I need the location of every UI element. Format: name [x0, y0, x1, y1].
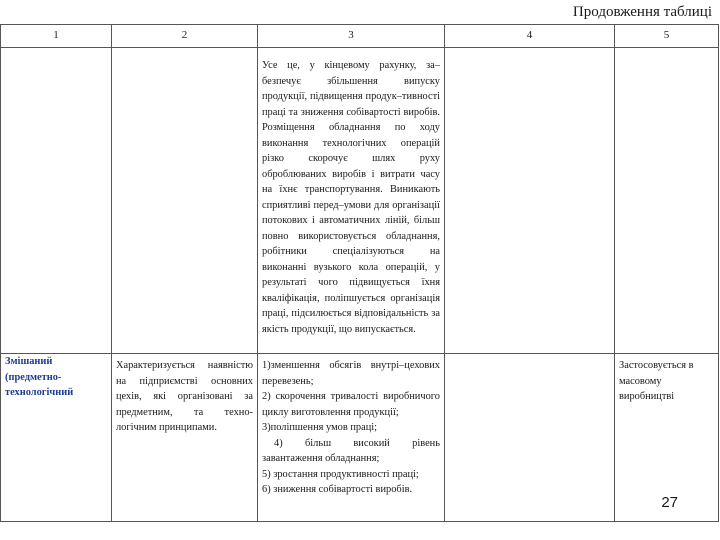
advantage-item: 2) скорочення тривалості виробничого циклу виготовлення продукції;: [262, 391, 440, 418]
row1-col4: [445, 48, 615, 354]
table-row: [1, 354, 719, 522]
mixed-type-name: Змішаний (предметно-технологічний: [1, 354, 112, 522]
table-row: [1, 48, 719, 354]
row1-col2: [112, 48, 258, 354]
row1-col5: [615, 48, 719, 354]
header-col-2: 2: [112, 25, 258, 48]
advantage-item: 6) зниження собівартості виробів.: [262, 484, 413, 495]
mixed-type-application: Застосовується в масовому виробництві: [615, 354, 719, 522]
row1-col1: [1, 48, 112, 354]
advantage-item: 5) зростання продуктивності праці;: [262, 468, 419, 480]
header-col-1: 1: [1, 25, 112, 48]
row2-col4: [445, 354, 615, 522]
advantage-item: 3)поліпшення умов праці;: [262, 422, 378, 433]
advantage-item: 4) більш високий рівень завантаження обладнання;: [262, 437, 440, 464]
advantage-item: 1)зменшення обсягів внутрі–цехових перевезень;: [262, 360, 440, 387]
table-continuation-caption: Продовження таблиці: [572, 4, 712, 20]
header-col-5: 5: [615, 25, 719, 48]
page-number: 27: [661, 494, 678, 511]
row1-col3: Усе це, у кінцевому рахунку, за–безпечує збільшення випуску продукції, підвищення продук–тивності праці та зниження собівартості виробів. Розміщення обладнання по ходу виконання технологічних операцій різко скорочує шлях руху оброблюваних виробів і витрати часу на їхнє транспортування. Виникають сприятливі перед–умови для організації потокових і автоматичних ліній, більш повно використовується обладнання, робітники спеціалізуються на виконанні вузького кола операцій, у результаті чого підвищується їхня кваліфікація, поліпшується організація праці, підсилюється відповідальність за якість продукції, що випускається.: [258, 48, 445, 354]
mixed-type-description: Характеризується наявністю на підприємстві основних цехів, які організовані за предметним, та техно-логічним принципами.: [112, 354, 258, 522]
organization-types-table: [0, 24, 719, 522]
header-col-4: 4: [445, 25, 615, 48]
header-row: [1, 25, 719, 48]
mixed-type-advantages: [258, 354, 445, 522]
header-col-3: 3: [258, 25, 445, 48]
